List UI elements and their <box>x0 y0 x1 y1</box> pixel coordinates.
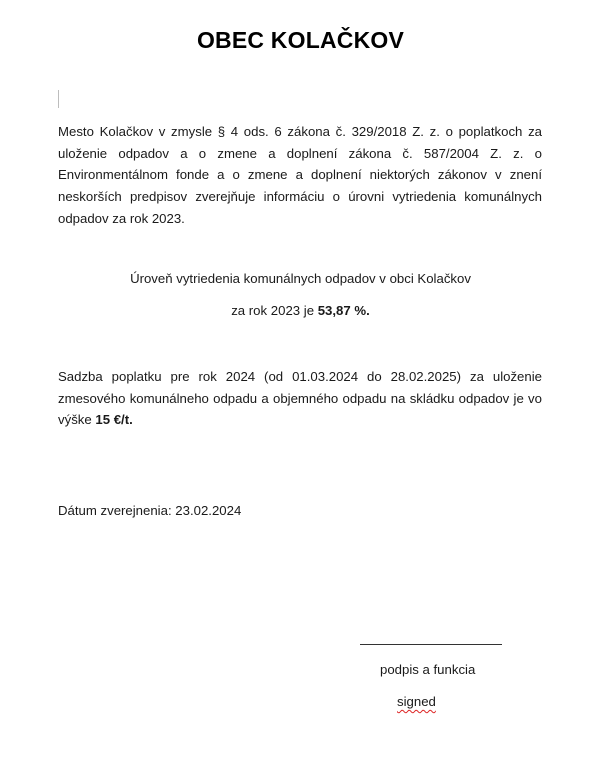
signature-line <box>360 644 502 645</box>
signature-value: signed <box>397 694 436 709</box>
fee-amount: 15 €/t. <box>95 412 133 428</box>
fee-paragraph <box>58 366 542 431</box>
sorting-level-line: Úroveň vytriedenia komunálnych odpadov v obci Kolačkov <box>130 271 471 286</box>
signature-label: podpis a funkcia <box>380 662 476 677</box>
fee-text: Sadzba poplatku pre rok 2024 (od 01.03.2024 do 28.02.2025) za uloženie zmesového komunálneho odpadu a objemného odpadu na skládku odpadov je vo výške <box>58 369 542 428</box>
publication-date: Dátum zverejnenia: 23.02.2024 <box>58 503 242 518</box>
sorting-rate-line <box>0 303 601 318</box>
text-cursor <box>58 90 59 108</box>
intro-paragraph: Mesto Kolačkov v zmysle § 4 ods. 6 zákona č. 329/2018 Z. z. o poplatkoch za uloženie odpadov a o zmene a doplnení zákona č. 587/2004 Z. z. o Environmentálnom fonde a o zmene a doplnení niektorých zákonov v znení neskorších predpisov zverejňuje informáciu o úrovni vytriedenia komunálnych odpadov za rok 2023. <box>58 124 542 226</box>
document-title: OBEC KOLAČKOV <box>196 27 405 53</box>
sorting-rate-prefix: za rok 2023 je <box>231 303 318 318</box>
sorting-rate-value: 53,87 %. <box>317 303 370 318</box>
